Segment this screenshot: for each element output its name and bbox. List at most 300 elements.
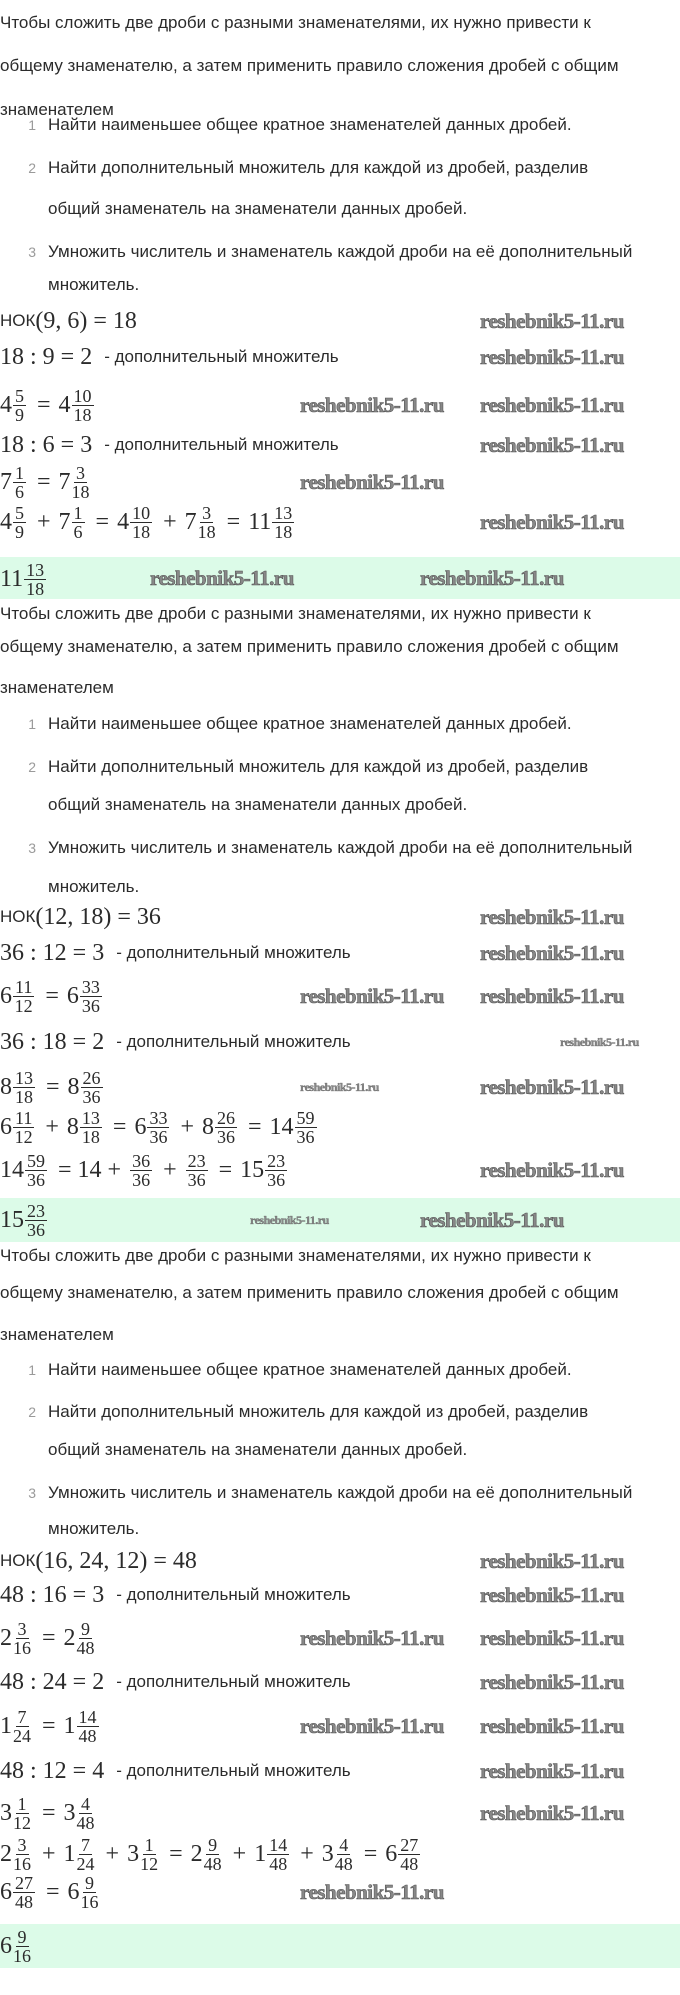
denominator: 18 [81,1126,100,1147]
math-row [0,1023,351,1061]
answer-box [0,557,680,599]
intro-text: Чтобы сложить две дроби с разными знаменателями, их нужно привести к [0,13,591,32]
whole-part: 7 [0,468,12,495]
note-text: - дополнительный множитель [116,1672,351,1691]
step-text: Найти дополнительный множитель для каждой из дробей, разделив [48,1402,589,1421]
math-text: = [247,1113,262,1140]
step-text: общий знаменатель на знаменатели данных дробей. [48,795,468,814]
numerator: 9 [17,1926,27,1947]
step-text: множитель. [48,275,140,294]
mixed-fraction [185,1152,211,1189]
fraction [13,1836,31,1873]
whole-part: 11 [0,565,24,592]
fraction [25,1202,47,1239]
math-row [0,1151,290,1189]
mixed-fraction [0,1109,37,1146]
step-item [0,1519,139,1539]
step-item [0,275,139,295]
math-text: = [112,1113,127,1140]
fraction [13,1069,35,1106]
whole-part: 2 [190,1840,203,1867]
fraction [72,504,85,541]
whole-part: 2 [0,1624,12,1651]
mixed-fraction [322,1836,356,1873]
fraction [13,1708,31,1745]
whole-part: 7 [58,468,71,495]
math-text: = [42,1624,56,1651]
mixed-fraction [0,464,29,501]
watermark: reshebnik5-11.ru [480,905,624,929]
watermark: reshebnik5-11.ru [480,1759,624,1783]
whole-part: 7 [184,508,197,535]
watermark: reshebnik5-11.ru [250,1213,329,1227]
numerator: 23 [267,1150,286,1171]
watermark: reshebnik5-11.ru [480,309,624,333]
numerator: 3 [202,502,212,523]
mixed-fraction [185,504,219,541]
whole-part: 8 [0,1073,12,1100]
whole-part: 1 [0,1712,12,1739]
fraction [24,561,46,598]
numerator: 33 [149,1107,168,1128]
watermark: reshebnik5-11.ru [300,1714,444,1738]
mixed-fraction [59,387,97,424]
intro-text: Чтобы сложить две дроби с разными знаменателями, их нужно привести к [0,1246,591,1265]
math-text: 36 : 18 = 2 [0,1028,105,1055]
step-item [0,242,632,262]
fraction [295,1109,317,1146]
whole-part: 4 [117,508,130,535]
watermark: reshebnik5-11.ru [480,1714,624,1738]
numerator: 9 [81,1618,91,1639]
step-item [0,838,632,858]
numerator: 33 [81,976,100,997]
step-text: Найти наименьшее общее кратное знаменателей данных дробей. [48,1360,572,1379]
denominator: 18 [132,521,151,542]
whole-part: 6 [134,1113,147,1140]
mixed-fraction [0,1152,50,1189]
step-item [0,1360,572,1380]
fraction [72,464,90,501]
fraction [398,1836,420,1873]
numerator: 13 [26,559,45,580]
fraction [13,387,26,424]
fraction [13,504,26,541]
whole-part: 3 [321,1840,334,1867]
fraction [13,1795,31,1832]
watermark: reshebnik5-11.ru [480,1626,624,1650]
step-number: 3 [28,244,36,260]
watermark: reshebnik5-11.ru [300,1080,379,1094]
math-text: = 14 + [58,1156,122,1183]
lcm-label: НОК [0,311,36,330]
numerator: 13 [15,1067,33,1088]
fraction [80,978,102,1015]
numerator: 14 [78,1706,97,1727]
whole-part: 6 [0,1932,12,1959]
denominator: 18 [73,404,92,425]
math-text: + [37,508,51,535]
watermark: reshebnik5-11.ru [420,1208,564,1232]
numerator: 11 [15,1107,33,1128]
denominator: 48 [269,1853,288,1874]
intro-text: Чтобы сложить две дроби с разными знаменателями, их нужно привести к [0,604,591,623]
math-text: = [169,1840,183,1867]
whole-part: 3 [63,1799,76,1826]
whole-part: 8 [67,1073,80,1100]
denominator: 48 [76,1637,95,1658]
denominator: 36 [132,1169,151,1190]
denominator: 9 [15,521,24,542]
step-number: 2 [28,1404,36,1420]
watermark: reshebnik5-11.ru [300,1626,444,1650]
mixed-fraction [254,1836,292,1873]
whole-part: 8 [66,1113,79,1140]
fraction [80,1109,102,1146]
numerator: 13 [274,502,293,523]
mixed-fraction [191,1836,225,1873]
denominator: 36 [27,1169,45,1190]
fraction [204,1836,222,1873]
math-row [0,302,145,340]
math-text: 48 : 16 = 3 [0,1581,105,1608]
step-number: 2 [28,759,36,775]
fraction [186,1152,208,1189]
denominator: 36 [216,1126,235,1147]
math-text: = [46,1073,60,1100]
lcm-label: НОК [0,1551,36,1570]
whole-part: 4 [58,391,71,418]
math-row [0,898,169,936]
step-item [0,1483,632,1503]
step-item [0,877,139,897]
fraction [72,387,94,424]
note-text: - дополнительный множитель [104,435,339,454]
mixed-fraction [134,1109,172,1146]
mixed-fraction [0,504,29,541]
step-text: Умножить числитель и знаменатель каждой дроби на её дополнительный [48,838,633,857]
watermark: reshebnik5-11.ru [480,393,624,417]
whole-part: 1 [254,1840,267,1867]
step-item [0,115,572,135]
intro-text: знаменателем [0,678,114,697]
numerator: 59 [27,1150,45,1171]
mixed-fraction [64,1795,98,1832]
fraction [77,1708,99,1745]
fraction [198,504,216,541]
math-row [0,977,105,1015]
numerator: 1 [73,502,83,523]
denominator: 18 [71,481,90,502]
mixed-fraction [240,1152,290,1189]
math-row [0,463,93,501]
denominator: 36 [296,1126,315,1147]
denominator: 18 [15,1086,33,1107]
numerator: 1 [15,462,24,483]
denominator: 18 [197,521,216,542]
step-text: Найти наименьшее общее кратное знаменателей данных дробей. [48,115,572,134]
intro-text: общему знаменателю, а затем применить правило сложения дробей с общим [0,1283,619,1302]
math-text: = [46,1878,60,1905]
denominator: 6 [73,521,83,542]
denominator: 48 [78,1725,97,1746]
numerator: 3 [76,462,86,483]
whole-part: 15 [240,1156,265,1183]
mixed-fraction [202,1109,240,1146]
math-text: 48 : 24 = 2 [0,1668,105,1695]
math-row [0,503,297,541]
note-text: - дополнительный множитель [116,1585,351,1604]
mixed-fraction [64,1620,98,1657]
numerator: 13 [81,1107,100,1128]
numerator: 26 [216,1107,235,1128]
numerator: 23 [27,1200,45,1221]
math-row [0,1576,351,1614]
fraction [13,978,34,1015]
whole-part: 6 [0,982,12,1009]
step-text: Умножить числитель и знаменатель каждой дроби на её дополнительный [48,242,633,261]
whole-part: 1 [63,1840,76,1867]
fraction [81,1874,99,1911]
numerator: 4 [339,1834,349,1855]
step-text: множитель. [48,877,140,896]
fraction [13,1620,31,1657]
watermark: reshebnik5-11.ru [150,566,294,590]
mixed-fraction [67,978,105,1015]
whole-part: 8 [201,1113,214,1140]
denominator: 48 [334,1853,353,1874]
denominator: 36 [81,995,100,1016]
denominator: 16 [13,1637,31,1658]
watermark: reshebnik5-11.ru [300,470,444,494]
whole-part: 2 [63,1624,76,1651]
fraction [267,1836,289,1873]
mixed-fraction [67,1109,105,1146]
denominator: 12 [14,1126,33,1147]
numerator: 14 [269,1834,288,1855]
fraction [272,504,294,541]
numerator: 9 [208,1834,218,1855]
denominator: 48 [203,1853,222,1874]
denominator: 36 [267,1169,286,1190]
math-row [0,1707,102,1745]
answer-value [0,559,49,599]
watermark: reshebnik5-11.ru [300,1880,444,1904]
denominator: 12 [140,1853,159,1874]
math-row [0,426,339,464]
numerator: 7 [17,1706,27,1727]
math-text: (9, 6) = 18 [35,307,137,334]
denominator: 36 [149,1126,168,1147]
denominator: 36 [187,1169,206,1190]
denominator: 36 [27,1219,45,1240]
step-number: 1 [28,1362,36,1378]
watermark: reshebnik5-11.ru [420,566,564,590]
math-row [0,1619,98,1657]
watermark: reshebnik5-11.ru [480,1549,624,1573]
fraction [81,1069,103,1106]
math-row [0,1068,106,1106]
math-row [0,1542,205,1580]
step-number: 3 [28,840,36,856]
math-text: + [105,1840,120,1867]
denominator: 48 [400,1853,419,1874]
denominator: 16 [13,1853,31,1874]
whole-part: 7 [58,508,71,535]
note-text: - дополнительный множитель [116,1032,351,1051]
step-item [0,1440,467,1460]
math-text: + [45,1113,59,1140]
step-number: 1 [28,716,36,732]
whole-part: 11 [248,508,272,535]
whole-part: 6 [67,1878,80,1905]
watermark: reshebnik5-11.ru [300,984,444,1008]
intro-text: знаменателем [0,1325,114,1344]
denominator: 48 [76,1812,95,1833]
math-row [0,386,97,424]
denominator: 18 [26,578,45,599]
lcm-label: НОК [0,907,36,926]
mixed-fraction [270,1109,320,1146]
whole-part: 1 [63,1712,76,1739]
denominator: 16 [80,1891,99,1912]
fraction [13,1928,31,1965]
denominator: 24 [76,1853,95,1874]
whole-part: 15 [0,1206,24,1233]
fraction [130,1152,152,1189]
denominator: 6 [15,481,24,502]
step-number: 3 [28,1485,36,1501]
math-text: (16, 24, 12) = 48 [35,1547,197,1574]
watermark: reshebnik5-11.ru [480,1670,624,1694]
mixed-fraction [0,1620,34,1657]
math-text: + [42,1840,56,1867]
math-text: 48 : 12 = 4 [0,1757,105,1784]
numerator: 5 [15,385,24,406]
math-text: = [45,982,59,1009]
watermark: reshebnik5-11.ru [480,433,624,457]
answer-value [0,1200,50,1240]
numerator: 4 [81,1793,91,1814]
fraction [77,1836,95,1873]
math-text: (12, 18) = 36 [35,903,161,930]
numerator: 27 [400,1834,419,1855]
fraction [130,504,152,541]
mixed-fraction [0,1708,34,1745]
math-row [0,1794,98,1832]
mixed-fraction [117,504,155,541]
step-item [0,757,588,777]
math-row [0,934,351,972]
fraction [77,1620,95,1657]
denominator: 16 [13,1945,31,1966]
mixed-fraction [0,1069,38,1106]
numerator: 26 [82,1067,101,1088]
denominator: 48 [15,1891,33,1912]
numerator: 27 [15,1872,33,1893]
fraction [265,1152,287,1189]
step-text: Найти наименьшее общее кратное знаменателей данных дробей. [48,714,572,733]
whole-part: 4 [0,508,12,535]
math-row [0,1835,423,1873]
whole-part: 3 [0,1799,12,1826]
step-number: 1 [28,117,36,133]
numerator: 3 [17,1834,27,1855]
numerator: 9 [85,1872,95,1893]
math-text: 18 : 6 = 3 [0,431,93,458]
watermark: reshebnik5-11.ru [480,1158,624,1182]
math-text: = [37,468,51,495]
mixed-fraction [0,978,37,1015]
fraction [215,1109,237,1146]
answer-value [0,1926,34,1966]
watermark: reshebnik5-11.ru [480,1801,624,1825]
mixed-fraction [0,387,29,424]
math-text: + [180,1113,194,1140]
fraction [147,1109,169,1146]
math-text: 36 : 12 = 3 [0,939,105,966]
mixed-fraction [385,1836,423,1873]
mixed-fraction [0,1202,50,1239]
step-text: общий знаменатель на знаменатели данных дробей. [48,199,468,218]
denominator: 12 [13,1812,31,1833]
math-text: = [95,508,110,535]
math-text: + [300,1840,314,1867]
fraction [13,1874,35,1911]
step-number: 2 [28,160,36,176]
step-item [0,1402,588,1422]
math-text: + [163,1156,177,1183]
whole-part: 14 [269,1113,294,1140]
math-text: = [218,1156,233,1183]
step-item [0,199,467,219]
mixed-fraction [0,1874,38,1911]
watermark: reshebnik5-11.ru [480,941,624,965]
intro-text: общему знаменателю, а затем применить правило сложения дробей с общим [0,56,619,75]
math-row [0,1752,351,1790]
watermark: reshebnik5-11.ru [480,1075,624,1099]
math-text: = [42,1799,56,1826]
fraction [77,1795,95,1832]
fraction [140,1836,158,1873]
mixed-fraction [64,1708,102,1745]
step-text: Найти дополнительный множитель для каждой из дробей, разделив [48,158,589,177]
answer-box [0,1924,680,1968]
whole-part: 14 [0,1156,24,1183]
note-text: - дополнительный множитель [116,943,351,962]
watermark: reshebnik5-11.ru [560,1035,639,1049]
mixed-fraction [59,504,88,541]
math-text: = [226,508,241,535]
numerator: 10 [73,385,92,406]
step-item [0,158,588,178]
intro-text: знаменателем [0,100,114,119]
whole-part: 6 [66,982,79,1009]
whole-part: 6 [385,1840,398,1867]
step-text: Умножить числитель и знаменатель каждой дроби на её дополнительный [48,1483,633,1502]
whole-part: 6 [0,1878,12,1905]
note-text: - дополнительный множитель [116,1761,351,1780]
whole-part: 2 [0,1840,12,1867]
fraction [13,1109,34,1146]
numerator: 11 [15,976,33,997]
math-text: + [163,508,177,535]
mixed-fraction [0,561,49,598]
watermark: reshebnik5-11.ru [480,510,624,534]
math-text: + [232,1840,247,1867]
mixed-fraction [0,1836,34,1873]
note-text: - дополнительный множитель [104,347,339,366]
